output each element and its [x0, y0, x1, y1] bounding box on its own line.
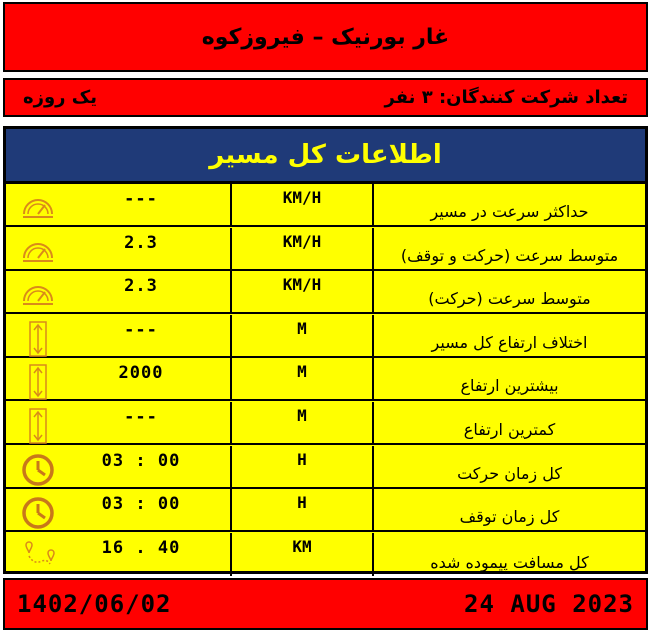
footer-bar: [3, 578, 648, 630]
row-value: ---: [124, 189, 158, 209]
row-unit-cell: [230, 315, 372, 356]
speedometer-icon: [20, 277, 56, 307]
row-value-cell: [6, 446, 230, 487]
table-row: [6, 533, 645, 576]
table-heading: اطلاعات کل مسیر: [209, 140, 442, 170]
speedometer-icon: [20, 234, 56, 264]
row-unit-cell: [230, 358, 372, 399]
row-label: بیشترین ارتفاع: [460, 376, 559, 396]
row-unit-cell: [230, 489, 372, 530]
table-row: [6, 228, 645, 271]
route-icon: [20, 539, 56, 569]
row-label-cell: [372, 489, 645, 530]
row-label: کل مسافت پیموده شده: [430, 552, 589, 572]
row-label-cell: [372, 402, 645, 443]
row-value: 03 : 00: [101, 494, 181, 515]
row-unit-cell: [230, 271, 372, 312]
row-label-cell: [372, 446, 645, 487]
row-unit: KM/H: [282, 188, 322, 207]
row-value-cell: [6, 271, 230, 312]
row-label: کمترین ارتفاع: [463, 420, 556, 439]
trip-duration: یک روزه: [23, 87, 97, 108]
elevation-icon: [20, 408, 56, 438]
route-info-table: [3, 126, 648, 574]
row-label-cell: [372, 358, 645, 399]
table-row: [6, 446, 645, 489]
table-row: [6, 184, 645, 227]
row-unit: M: [297, 362, 307, 382]
clock-icon: [20, 452, 56, 482]
row-unit-cell: [230, 402, 372, 443]
page-title: غار بورنیک – فیروزکوه: [201, 24, 450, 50]
elevation-icon: [20, 364, 56, 394]
clock-icon: [20, 495, 56, 525]
row-value: 2.3: [124, 232, 158, 253]
row-label-cell: [372, 184, 645, 225]
row-unit-cell: [230, 533, 372, 576]
table-heading-bar: [6, 129, 645, 184]
table-row: [6, 402, 645, 445]
row-label: کل زمان توقف: [459, 507, 560, 527]
row-value-cell: [6, 402, 230, 443]
row-unit-cell: [230, 184, 372, 225]
table-row: [6, 489, 645, 532]
row-unit-cell: [230, 228, 372, 269]
row-label-cell: [372, 315, 645, 356]
row-unit: KM/H: [282, 231, 322, 251]
row-unit: M: [297, 318, 307, 338]
row-value-cell: [6, 315, 230, 356]
row-label: متوسط سرعت (حرکت و توقف): [400, 245, 619, 265]
row-value: ---: [124, 407, 158, 427]
row-value: ---: [124, 319, 158, 340]
row-label-cell: [372, 271, 645, 312]
row-label: اختلاف ارتفاع کل مسیر: [431, 332, 588, 352]
table-row: [6, 271, 645, 314]
table-row: [6, 358, 645, 401]
row-value: 2000: [118, 363, 164, 384]
row-unit: M: [297, 406, 307, 425]
date-gregorian: 24 AUG 2023: [464, 590, 634, 618]
row-label-cell: [372, 533, 645, 576]
row-unit: H: [297, 449, 307, 469]
row-value: 03 : 00: [101, 450, 181, 471]
row-value-cell: [6, 228, 230, 269]
row-value: 2.3: [124, 276, 158, 297]
row-unit-cell: [230, 446, 372, 487]
row-label: متوسط سرعت (حرکت): [428, 289, 591, 309]
speedometer-icon: [20, 190, 56, 220]
info-bar: [3, 78, 648, 117]
row-value-cell: [6, 358, 230, 399]
row-value: 16 . 40: [101, 537, 181, 558]
title-bar: [3, 2, 648, 72]
row-unit: KM/H: [282, 275, 322, 295]
elevation-icon: [20, 321, 56, 351]
row-unit: H: [297, 493, 307, 513]
table-row: [6, 315, 645, 358]
row-label-cell: [372, 228, 645, 269]
row-value-cell: [6, 533, 230, 576]
row-unit: KM: [292, 536, 312, 556]
row-label: کل زمان حرکت: [457, 463, 562, 483]
row-value-cell: [6, 489, 230, 530]
date-persian: 1402/06/02: [17, 590, 172, 618]
row-value-cell: [6, 184, 230, 225]
participants-count: تعداد شرکت کنندگان: ۳ نفر: [384, 87, 628, 108]
row-label: حداکثر سرعت در مسیر: [430, 202, 589, 221]
